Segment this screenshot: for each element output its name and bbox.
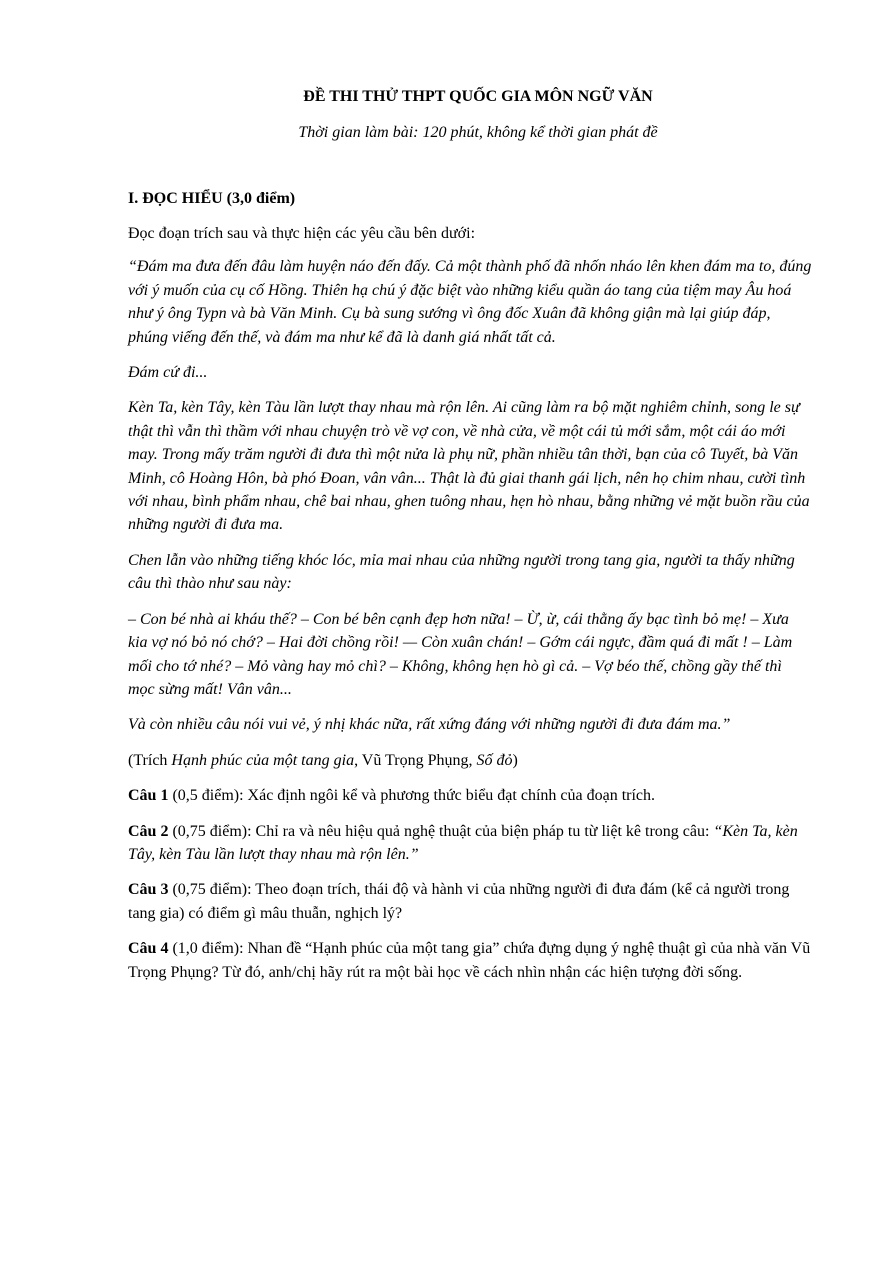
question-1-text: (0,5 điểm): Xác định ngôi kể và phương thức biểu đạt chính của đoạn trích. <box>168 787 656 805</box>
question-3 <box>128 878 812 925</box>
question-2 <box>128 820 812 867</box>
question-4-label: Câu 4 <box>128 940 169 958</box>
question-4-text: (1,0 điểm): Nhan đề “Hạnh phúc của một tang gia” chứa đựng dụng ý nghệ thuật gì của nhà văn Vũ Trọng Phụng? Từ đó, anh/chị hãy rút ra một bài học về cách nhìn nhận các hiện tượng đời sống. <box>128 940 811 981</box>
passage-paragraph-4: Chen lẫn vào những tiếng khóc lóc, mỉa mai nhau của những người trong tang gia, người ta thấy những câu thì thào như sau này: <box>128 551 795 593</box>
passage-paragraph-6: Và còn nhiều câu nói vui vẻ, ý nhị khác nữa, rất xứng đáng với những người đi đưa đám ma.” <box>128 716 731 734</box>
citation-suffix: ) <box>512 751 518 769</box>
reading-instruction: Đọc đoạn trích sau và thực hiện các yêu cầu bên dưới: <box>128 225 476 242</box>
question-1-label: Câu 1 <box>128 787 169 805</box>
question-2-text: (0,75 điểm): Chỉ ra và nêu hiệu quả nghệ thuật của biện pháp tu từ liệt kê trong câu: <box>168 822 714 840</box>
citation-prefix: (Trích <box>128 751 172 769</box>
question-3-text: (0,75 điểm): Theo đoạn trích, thái độ và hành vi của những người đi đưa đám (kể cả người trong tang gia) có điểm gì mâu thuẫn, nghịch lý? <box>128 881 790 922</box>
section-heading-reading: I. ĐỌC HIỂU (3,0 điểm) <box>128 190 296 207</box>
question-3-label: Câu 3 <box>128 881 169 899</box>
exam-title: ĐỀ THI THỬ THPT QUỐC GIA MÔN NGỮ VĂN <box>303 88 653 105</box>
exam-page <box>128 86 812 984</box>
exam-time-note: Thời gian làm bài: 120 phút, không kể thời gian phát đề <box>298 124 658 141</box>
question-1 <box>128 784 812 807</box>
passage-paragraph-2: Đám cứ đi... <box>128 364 208 382</box>
question-2-quote: “Kèn Ta, kèn Tây, kèn Tàu lần lượt thay nhau mà rộn lên.” <box>128 822 798 863</box>
citation-book-title: Số đỏ <box>476 751 513 769</box>
passage-paragraph-3: Kèn Ta, kèn Tây, kèn Tàu lần lượt thay nhau mà rộn lên. Ai cũng làm ra bộ mặt nghiêm chỉnh, song le sự thật thì vẫn thì thầm với nhau chuyện trò về vợ con, về nhà cửa, về một cái tủ mới sắm, một cái áo mới may. Trong mấy trăm người đi đưa thì một nửa là phụ nữ, phần nhiều tân thời, bạn của cô Tuyết, bà Văn Minh, cô Hoàng Hôn, bà phó Đoan, vân vân... Thật là đủ giai thanh gái lịch, nên họ chim nhau, cười tình với nhau, bình phẩm nhau, chê bai nhau, ghen tuông nhau, hẹn hò nhau, bằng những vẻ mặt buồn rầu của những người đi đưa ma. <box>128 399 810 534</box>
citation-author: , Vũ Trọng Phụng, <box>354 751 477 769</box>
citation-work-title: Hạnh phúc của một tang gia <box>171 751 355 769</box>
passage-paragraph-1: “Đám ma đưa đến đâu làm huyện náo đến đấy. Cả một thành phố đã nhốn nháo lên khen đám ma to, đúng với ý muốn của cụ cố Hồng. Thiên hạ chú ý đặc biệt vào những kiểu quần áo tang của tiệm may Âu hoá như ý ông Typn và bà Văn Minh. Cụ bà sung sướng vì ông đốc Xuân đã không giận mà lại giúp đáp, phúng viếng đến thế, và đám ma như kể đã là danh giá nhất tất cả. <box>128 258 812 346</box>
passage-paragraph-5: – Con bé nhà ai kháu thế? – Con bé bên cạnh đẹp hơn nữa! – Ừ, ừ, cái thằng ấy bạc tình bỏ mẹ! – Xưa kia vợ nó bỏ nó chớ? – Hai đời chồng rồi! — Còn xuân chán! – Gớm cái ngực, đầm quá đi mất ! – Làm mối cho tớ nhé? – Mỏ vàng hay mỏ chì? – Không, không hẹn hò gì cả. – Vợ béo thế, chồng gầy thế thì mọc sừng mất! Vân vân... <box>128 610 793 698</box>
passage-citation <box>128 749 812 772</box>
reading-passage <box>128 255 812 736</box>
question-4 <box>128 937 812 984</box>
question-2-label: Câu 2 <box>128 822 169 840</box>
